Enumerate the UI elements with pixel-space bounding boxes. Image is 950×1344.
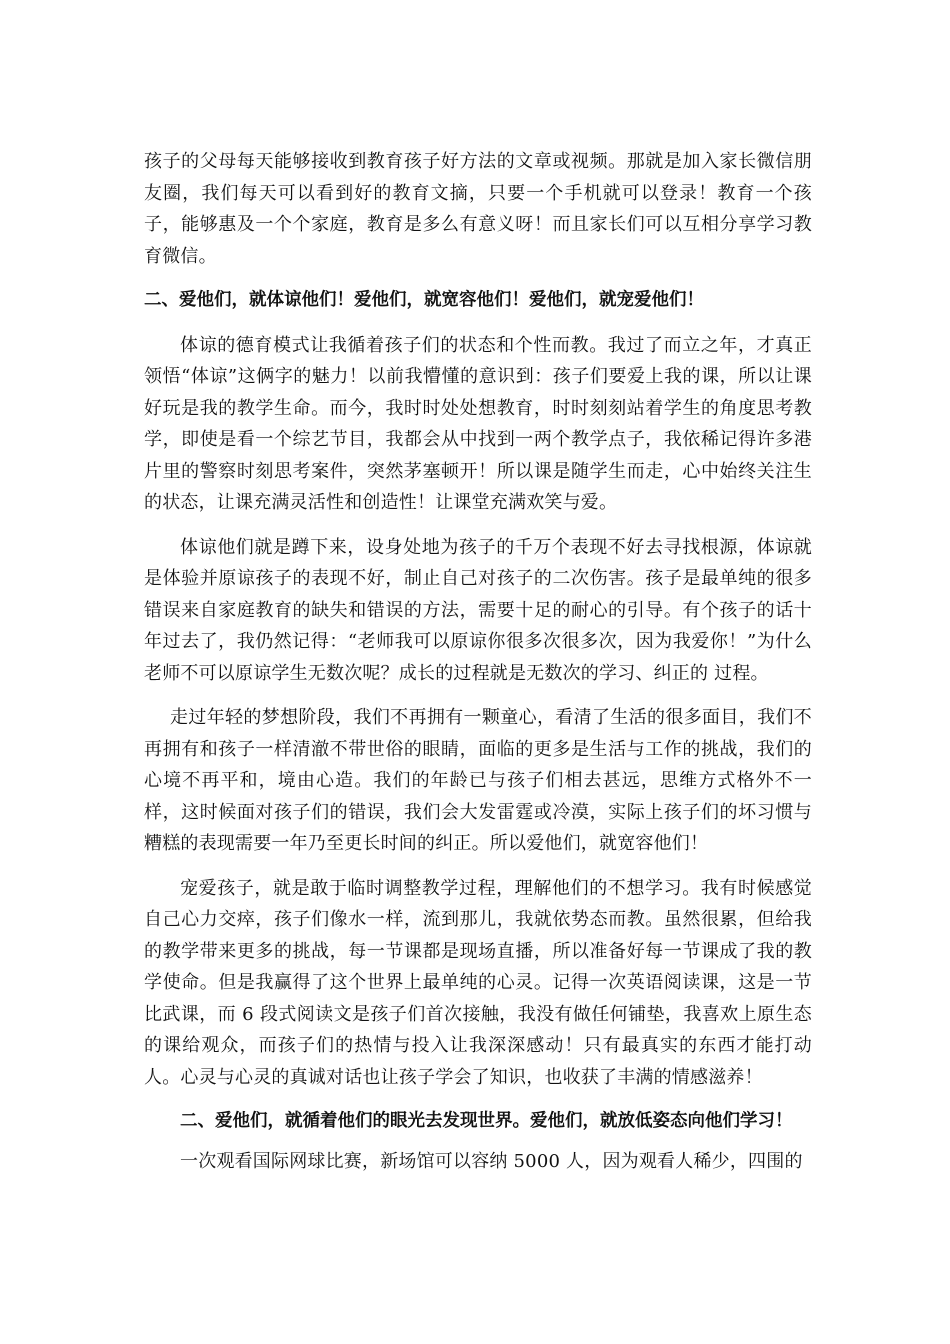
paragraph-kuanrong: 走过年轻的梦想阶段，我们不再拥有一颗童心，看清了生活的很多面目，我们不再拥有和孩子一样清澈不带世俗的眼睛，面临的更多是生活与工作的挑战，我们的心境不再平和，境由心造。我们的年龄已与孩子们相去甚远，思维方式格外不一样，这时候面对孩子们的错误，我们会大发雷霆或冷漠，实际上孩子们的坏习惯与糟糕的表现需要一年乃至更长时间的纠正。所以爱他们，就宽容他们！ (144, 707, 812, 854)
paragraph-tiliang-model: 体谅的德育模式让我循着孩子们的状态和个性而教。我过了而立之年，才真正领悟“体谅”这俩字的魅力！以前我懵懂的意识到：孩子们要爱上我的课，所以让课好玩是我的教学生命。而今，我时时处处想教育，时时刻刻站着学生的角度思考教学，即使是看一个综艺节目，我都会从中找到一两个教学点子，我依稀记得许多港片里的警察时刻思考案件，突然茅塞顿开！所以课是随学生而走，心中始终关注生的状态，让课充满灵活性和创造性！让课堂充满欢笑与爱。 (144, 334, 812, 513)
paragraph-tennis: 一次观看国际网球比赛，新场馆可以容纳 5000 人，因为观看人稀少，四围的 (180, 1150, 803, 1172)
paragraph-chongai: 宠爱孩子，就是敢于临时调整教学过程，理解他们的不想学习。我有时候感觉自己心力交瘁，孩子们像水一样，流到那儿，我就依势态而教。虽然很累，但给我的教学带来更多的挑战，每一节课都是现场直播，所以准备好每一节课成了我的教学使命。但是我赢得了这个世界上最单纯的心灵。记得一次英语阅读课，这是一节比武课，而 6 段式阅读文是孩子们首次接触，我没有做任何铺垫，我喜欢上原生态的课给观众，而孩子们的热情与投入让我深深感动！只有最真实的东西才能打动人。心灵与心灵的真诚对话也让孩子学会了知识，也收获了丰满的情感滋养！ (144, 877, 812, 1088)
section-heading-3: 二、爱他们，就循着他们的眼光去发现世界。爱他们，就放低姿态向他们学习！ (180, 1111, 793, 1131)
paragraph-intro-continuation: 孩子的父母每天能够接收到教育孩子好方法的文章或视频。那就是加入家长微信朋友圈，我们每天可以看到好的教育文摘，只要一个手机就可以登录！教育一个孩子，能够惠及一个个家庭，教育是多么有意义呀！而且家长们可以互相分享学习教育微信。 (144, 151, 812, 267)
section-heading-2: 二、爱他们，就体谅他们！爱他们，就宽容他们！爱他们，就宠爱他们！ (144, 290, 704, 310)
document-page (144, 146, 812, 1177)
paragraph-tiliang-meaning: 体谅他们就是蹲下来，设身处地为孩子的千万个表现不好去寻找根源，体谅就是体验并原谅孩子的表现不好，制止自己对孩子的二次伤害。孩子是最单纯的很多错误来自家庭教育的缺失和错误的方法，需要十足的耐心的引导。有个孩子的话十年过去了，我仍然记得：“老师我可以原谅你很多次很多次，因为我爱你！”为什么老师不可以原谅学生无数次呢？成长的过程就是无数次的学习、纠正的 过程。 (144, 536, 812, 684)
